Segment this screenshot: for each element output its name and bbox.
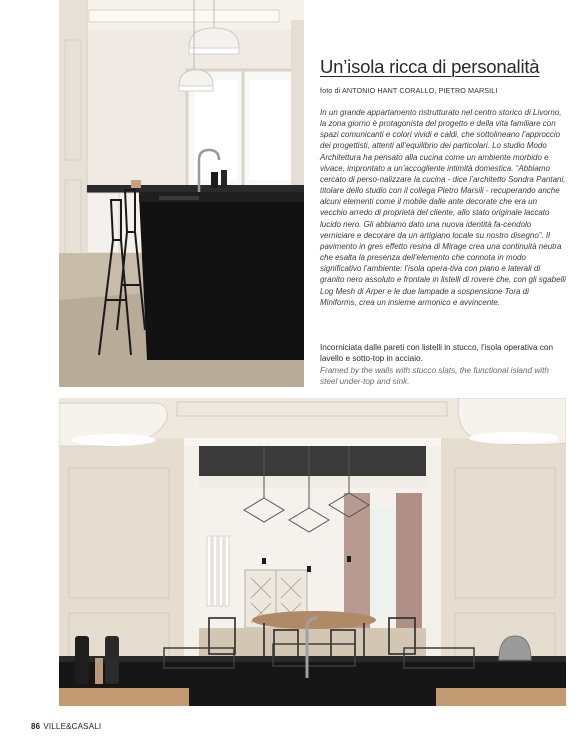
page-footer xyxy=(31,722,101,731)
photo-credits: foto di ANTONIO HANT CORALLO, PIETRO MARSILI xyxy=(320,86,498,95)
article-body: In un grande appartamento ristrutturato nel centro storico di Livorno, la zona giorno è protagonista del progetto e della vita familiare con spazi comunicanti e colori vividi e caldi, che sottolineano l’approccio dei progettisti, attenti all’equilibrio dei particolari. Lo studio Modo Architettura ha pensato alla cucina come un ambiente morbido e vivace, improntato a un’accogliente intimità domestica. “Abbiamo cercato di perso-nalizzare la cucina - dice l’architetto Sondra Pantani, titolare dello studio con il collega Pietro Marsili - recuperando anche alcuni elementi come il mobile dalle ante decorate che era un vecchio arredo di proprietà del cliente, allo stato originale laccato lucido nero. Gli abbiamo dato una nuova identità fa-cendolo verniciare e decorare da un artigiano locale su nostro disegno”. Il pavimento in gres effetto resina di Mirage crea una continuità neutra che esalta la presenza dell’elemento che connota in modo significativo l’ambiente: l’isola opera-tiva con piano e laterali di granito nero assoluto e frontale in listelli di rovere che, con gli sgabelli Log Mesh di Arper e le due lampade a sospensione Tora di Miniforms, crea un insieme armonico e avvincente. xyxy=(320,108,566,307)
dining-photo-illustration xyxy=(59,398,566,706)
caption-english: Framed by the walls with stucco slats, the functional island with steel under-top and sink. xyxy=(320,366,549,386)
kitchen-photo xyxy=(59,0,304,387)
page-number: 86 xyxy=(31,722,41,731)
magazine-name: VILLE&CASALI xyxy=(43,722,102,731)
dining-photo xyxy=(59,398,566,706)
caption-italian: Incorniciata dalle pareti con listelli in stucco, l’isola operativa con lavello e sotto-top in acciaio. xyxy=(320,343,554,363)
article-title: Un’isola ricca di personalità xyxy=(320,56,540,77)
kitchen-photo-illustration xyxy=(59,0,304,387)
